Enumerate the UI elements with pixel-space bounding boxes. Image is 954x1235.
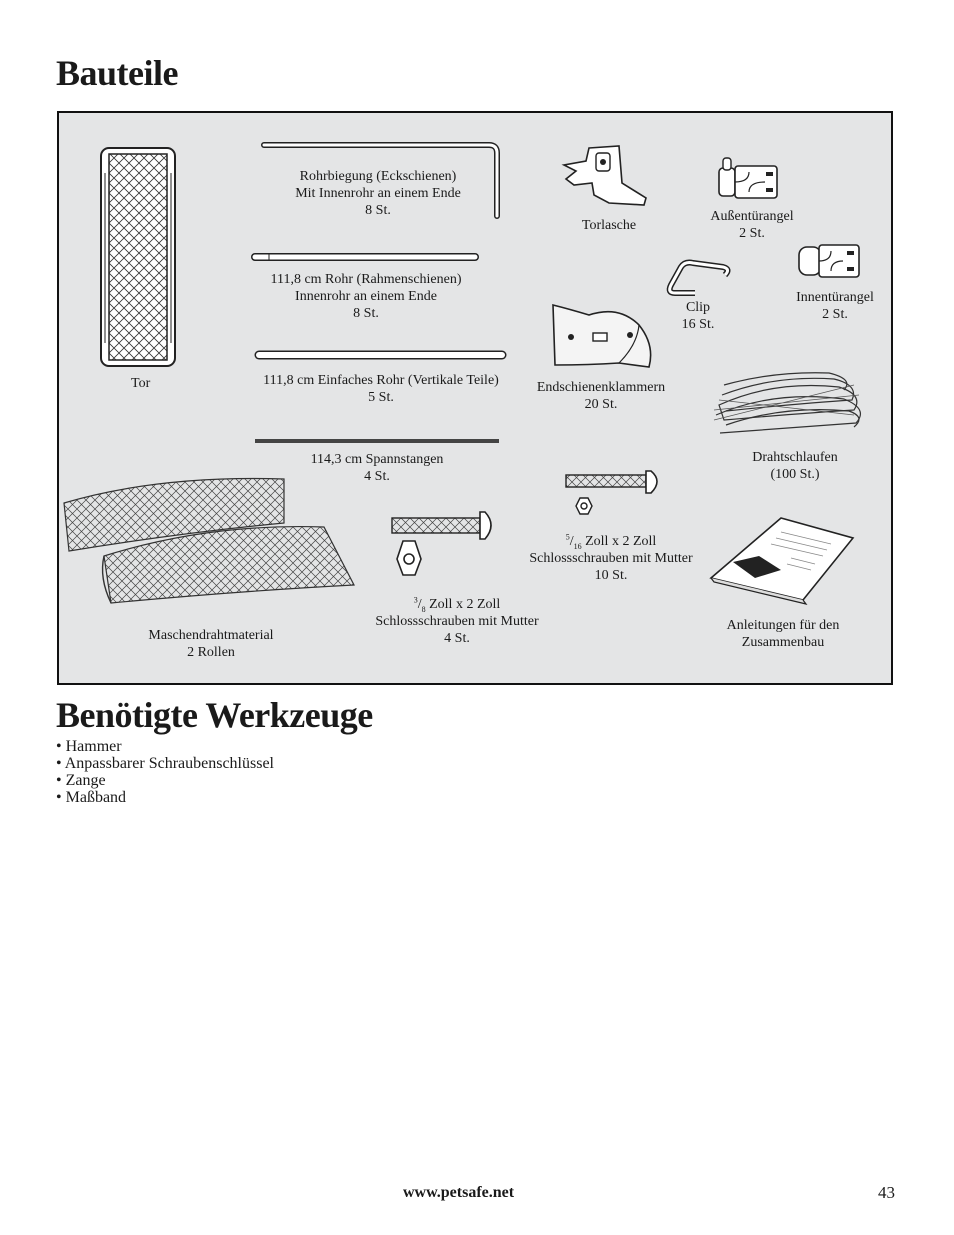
bolt-3-8-label: $^3/_8$ Zoll x 2 Zoll Schlossschrauben mit Mutter 4 St.: [375, 595, 539, 646]
footer-website: www.petsafe.net: [403, 1184, 515, 1201]
outer-hinge-illustration: [719, 158, 777, 198]
frame-rail-illustration: [255, 254, 475, 260]
bolt-5-16-label: $^5/_{16}$ Zoll x 2 Zoll Schlossschrauben mit Mutter 10 St.: [529, 532, 693, 583]
page-number: 43: [878, 1183, 895, 1202]
end-rail-clamp-illustration: [553, 305, 651, 367]
clip-illustration: [670, 263, 728, 294]
frame-rail-label: 111,8 cm Rohr (Rahmenschienen) Innenrohr an einem Ende 8 St.: [270, 272, 462, 321]
inner-hinge-label: Innentürangel 2 St.: [796, 290, 874, 322]
instructions-booklet-illustration: [711, 518, 853, 604]
clip-label: Clip 16 St.: [681, 300, 715, 332]
list-item: • Maßband: [56, 789, 274, 806]
gate-latch-illustration: [564, 146, 646, 205]
parts-panel: Tor Rohrbiegung (Eckschienen) Mit Innenrohr an einem Ende 8 St. 111,8 cm Rohr (Rahmenschienen) Innenrohr an einem Ende 8 St. 111,8 cm Einfaches Rohr (Vertikale Teile) 5 St. 114,3 cm Spannstangen 4 St. Torlasche Außentürangel 2 St. Clip 16 St. Innentürangel 2 St. Endschienenklammern 20 St. Drahtschlaufen (100 St.) $^5/_{16}$ Zoll x 2 Zoll Schlossschrauben mit Mutter 10 St. $^3/_8$ Zoll x 2 Zoll Schlossschrauben mit Mutter 4 St. Maschendrahtmaterial 2 Rollen Anleitungen für den Zusammenbau: [57, 111, 893, 685]
gate-latch-label: Torlasche: [581, 218, 637, 233]
list-item: • Hammer: [56, 738, 274, 755]
tension-bar-illustration: [255, 439, 499, 443]
end-rail-clamp-label: Endschienenklammern 20 St.: [536, 380, 666, 412]
wire-ties-label: Drahtschlaufen (100 St.): [752, 450, 838, 482]
wire-ties-illustration: [714, 373, 860, 433]
outer-hinge-label: Außentürangel 2 St.: [710, 209, 794, 241]
parts-heading: Bauteile: [56, 53, 178, 93]
tension-bar-label: 114,3 cm Spannstangen 4 St.: [310, 452, 444, 484]
bolt-5-16-illustration: [566, 471, 657, 514]
mesh-illustration: [64, 479, 354, 604]
tools-list: [56, 738, 274, 806]
bolt-3-8-illustration: [392, 512, 491, 575]
instructions-label: Anleitungen für den Zusammenbau: [726, 618, 840, 650]
list-item: • Zange: [56, 772, 274, 789]
corner-rail-label: Rohrbiegung (Eckschienen) Mit Innenrohr an einem Ende 8 St.: [295, 169, 461, 218]
gate-illustration: [101, 148, 175, 366]
list-item: • Anpassbarer Schraubenschlüssel: [56, 755, 274, 772]
mesh-label: Maschendrahtmaterial 2 Rollen: [148, 628, 274, 660]
tools-heading: Benötigte Werkzeuge: [56, 695, 373, 735]
inner-hinge-illustration: [799, 245, 859, 277]
vertical-pipe-label: 111,8 cm Einfaches Rohr (Vertikale Teile) 5 St.: [263, 373, 499, 405]
